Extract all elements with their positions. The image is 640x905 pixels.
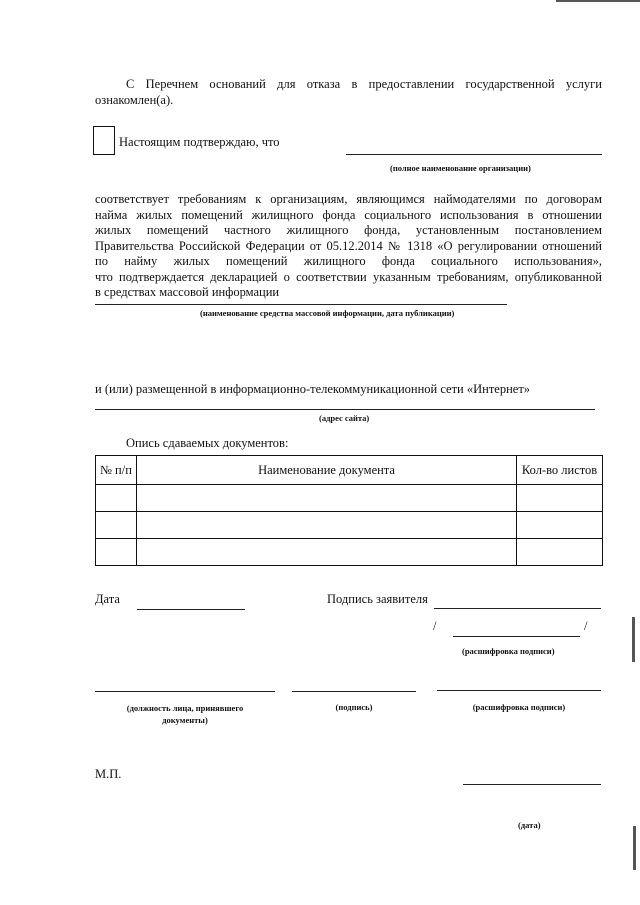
paragraph-line: жилых помещений частного жилищного фонда, установленным постановлением (95, 223, 602, 237)
table-cell[interactable] (136, 539, 516, 566)
intro-word: Перечнем (145, 77, 199, 91)
site-address-line (95, 409, 595, 410)
table-cell[interactable] (96, 485, 137, 512)
confirm-text: Настоящим подтверждаю, что (119, 135, 280, 149)
date-label: Дата (95, 592, 120, 606)
table-header-row (96, 456, 603, 485)
official-decode-caption: (расшифровка подписи) (472, 702, 566, 712)
intro-word: оснований (209, 77, 266, 91)
organization-name-caption: (полное наименование организации) (390, 163, 531, 173)
applicant-decode-caption: (расшифровка подписи) (462, 646, 555, 656)
applicant-signature-line (434, 608, 601, 609)
official-signature-line (292, 691, 416, 692)
table-cell[interactable] (136, 512, 516, 539)
final-date-line (463, 784, 601, 785)
table-cell[interactable] (136, 485, 516, 512)
applicant-signature-label: Подпись заявителя (327, 592, 428, 606)
paragraph-line: что подтверждается декларацией о соответствии указанным требованиям, опубликованной (95, 269, 602, 284)
paragraph-last-line: в средствах массовой информации (95, 285, 280, 299)
official-position-caption (95, 702, 275, 726)
organization-name-line (346, 154, 602, 155)
column-header-sheet-count: Кол-во листов (517, 456, 603, 485)
official-position-caption-line-1: (должность лица, принявшего (126, 703, 244, 713)
intro-word: государственной (465, 77, 555, 91)
slash-right: / (584, 619, 588, 633)
paragraph-line: Правительства Российской Федерации от 05.12.2014 № 1318 «О регулировании отношений (95, 238, 602, 253)
slash-left: / (433, 619, 437, 633)
intro-word: в (351, 77, 358, 91)
date-line (137, 609, 245, 610)
intro-word: предоставлении (368, 77, 455, 91)
intro-word: С (126, 77, 135, 91)
table-row (96, 485, 603, 512)
paragraph-line: найма жилых помещений жилищного фонда социального использования в отношении (95, 207, 602, 222)
table-cell[interactable] (517, 512, 603, 539)
table-cell[interactable] (517, 539, 603, 566)
site-address-caption: (адрес сайта) (319, 413, 370, 423)
column-header-number: № п/п (96, 456, 137, 485)
confirm-checkbox[interactable] (93, 126, 115, 155)
intro-line-2: ознакомлен(а). (95, 93, 174, 107)
official-position-line (95, 691, 275, 692)
paragraph-line: по найму жилых помещений жилищного фонда социального использования», (95, 254, 602, 268)
inventory-title: Опись сдаваемых документов: (126, 436, 289, 450)
applicant-decode-line (453, 636, 580, 637)
intro-word: услуги (565, 77, 602, 91)
intro-line-1 (126, 77, 602, 93)
intro-word: отказа (306, 77, 341, 91)
documents-table (95, 455, 603, 566)
table-cell[interactable] (96, 539, 137, 566)
paragraph-line: соответствует требованиям к организациям, являющимся наймодателями по договорам (95, 192, 602, 206)
media-name-line (95, 304, 507, 305)
media-name-caption: (наименование средства массовой информации, дата публикации) (200, 308, 455, 318)
scan-edge-mark-top (556, 0, 640, 2)
requirements-paragraph (95, 192, 602, 301)
scan-edge-mark-right (632, 617, 635, 662)
table-cell[interactable] (517, 485, 603, 512)
column-header-document-name: Наименование документа (136, 456, 516, 485)
table-cell[interactable] (96, 512, 137, 539)
final-date-caption: (дата) (518, 820, 541, 830)
intro-word: для (277, 77, 296, 91)
official-position-caption-line-2: документы) (162, 715, 208, 725)
internet-text: и (или) размещенной в информационно-телекоммуникационной сети «Интернет» (95, 382, 531, 396)
official-decode-line (437, 690, 601, 691)
stamp-label: М.П. (95, 767, 122, 781)
official-signature-caption: (подпись) (335, 702, 373, 712)
scan-edge-mark-right-bottom (633, 826, 636, 870)
table-row (96, 512, 603, 539)
table-row (96, 539, 603, 566)
